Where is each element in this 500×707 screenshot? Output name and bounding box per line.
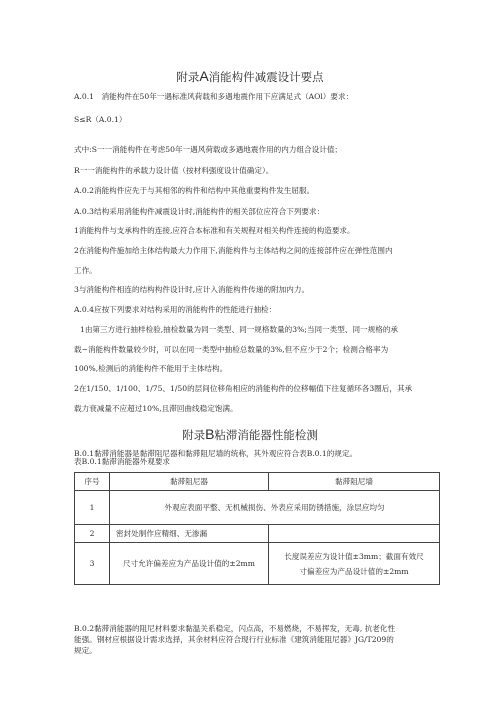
clause-a03-item1: 1消能构件与支承构件的连接,应符合本标准和有关规程对相关构件连接的构造要求。 xyxy=(74,226,355,235)
clause-a03-item3: 3与消能构件相连的结构构件设计时,应计入消能构件传递的附加内力。 xyxy=(74,285,310,294)
title-rest: 粘滞消能器性能检测 xyxy=(214,428,318,442)
clause-a04-item2-line2: 载力衰减量不应超过10%,且滞回曲线稳定饱满。 xyxy=(74,404,238,413)
header-viscous-damper: 黏滞阻尼器 xyxy=(110,473,269,491)
clause-a02: A.0.2消能构件应先于与其相邻的构件和结构中其他重要构件发生屈服。 xyxy=(74,186,315,195)
appearance-table xyxy=(74,472,440,585)
row-no: 3 xyxy=(75,543,110,585)
row2-wall xyxy=(269,525,440,543)
row3-wall-line2: 寸偏差应为产品设计值的±2mm xyxy=(299,566,409,576)
clause-b02-line2: 能强。钢材应根据设计需求选择，其余材料应符合现行行业标准《建筑消能阻尼器》JG/T209的 xyxy=(74,635,394,644)
title-letter: B xyxy=(205,426,215,442)
clause-b02-line3: 规定。 xyxy=(74,646,97,655)
table-header-row xyxy=(75,473,440,491)
table-caption: 表B.0.1黏滞消能器外观要求 xyxy=(74,457,171,466)
title-letter: A xyxy=(199,68,209,84)
title-prefix: 附录 xyxy=(182,428,206,442)
where-s: 式中:S一一消能构件在考虑50年一遇风荷载或多遇地震作用的内力组合设计值； xyxy=(74,145,343,154)
clause-a04: A.0.4应按下列要求对结构采用的消能构件的性能进行抽检： xyxy=(74,305,277,314)
clause-a04-item1-line3: 100%,检测后的消能构件不能用于主体结构。 xyxy=(74,364,228,373)
clause-a03-item2-line1: 2在消能构件施加给主体结构最大力作用下,消能构件与主体结构之间的连接部件应在弹性范围内 xyxy=(74,246,393,255)
row1-text: 外观应表面平整、无机械损伤、外表应采用防锈措施，涂层应均匀 xyxy=(110,491,440,525)
clause-a01: A.0.1 消能构件在50年一遇标准风荷载和多遇地震作用下应满足式（AOl）要求： xyxy=(74,92,354,101)
table-row xyxy=(75,543,440,585)
row-no: 2 xyxy=(75,525,110,543)
clause-a04-item2-line1: 2在1/150、1/100、1/75、1/50的层间位移角相应的消能构件的位移幅值下往复循环各3圈后，其承 xyxy=(74,384,413,393)
clause-a04-item1-line1: 1由第三方进行抽样检验,抽检数量为同一类型、同一规格数量的3%;当同一类型、同一规格的承 xyxy=(80,325,399,334)
formula-a01: S≤R（A.0.1） xyxy=(74,115,127,124)
table-row xyxy=(75,525,440,543)
where-r: R一一消能构件的承载力设计值（按材料强度设计值确定）。 xyxy=(74,166,274,175)
row3-damper: 尺寸允许偏差应为产品设计值的±2mm xyxy=(110,543,269,585)
clause-a03-item2-line2: 工作。 xyxy=(74,266,97,275)
appendix-a-title xyxy=(0,69,500,84)
header-no: 序号 xyxy=(75,473,110,491)
clause-b02-line1: B.0.2黏滞消能器的阻尼材料要求黏温关系稳定，闪点高，不易燃烧，不易挥发，无毒, 抗老化性 xyxy=(74,624,396,633)
title-rest: 消能构件减震设计要点 xyxy=(208,70,324,84)
clause-a03: A.0.3结构采用消能构件减震设计时,消能构件的相关部位应符合下列要求： xyxy=(74,207,325,216)
header-viscous-wall: 黏滞阻尼墙 xyxy=(269,473,440,491)
clause-a04-item1-line2: 载~消能构件数量较少时，可以在同一类型中抽检总数量的3%,但不应少于2个；检测合格率为 xyxy=(74,345,389,354)
row2-damper: 密封处制作应精细、无渗漏 xyxy=(110,525,269,543)
row3-wall xyxy=(269,543,440,585)
appendix-b-title xyxy=(0,427,500,442)
title-prefix: 附录 xyxy=(176,70,200,84)
table-row xyxy=(75,491,440,525)
clause-b01: B.0.1黏滞消能器是黏滞阻尼器和黏滞阻尼墙的统称，其外观应符合表B.0.1的规定。 xyxy=(74,449,358,458)
row3-wall-line1: 长度误差应为设计值±3mm；截面有效尺 xyxy=(284,551,424,561)
row-no: 1 xyxy=(75,491,110,525)
